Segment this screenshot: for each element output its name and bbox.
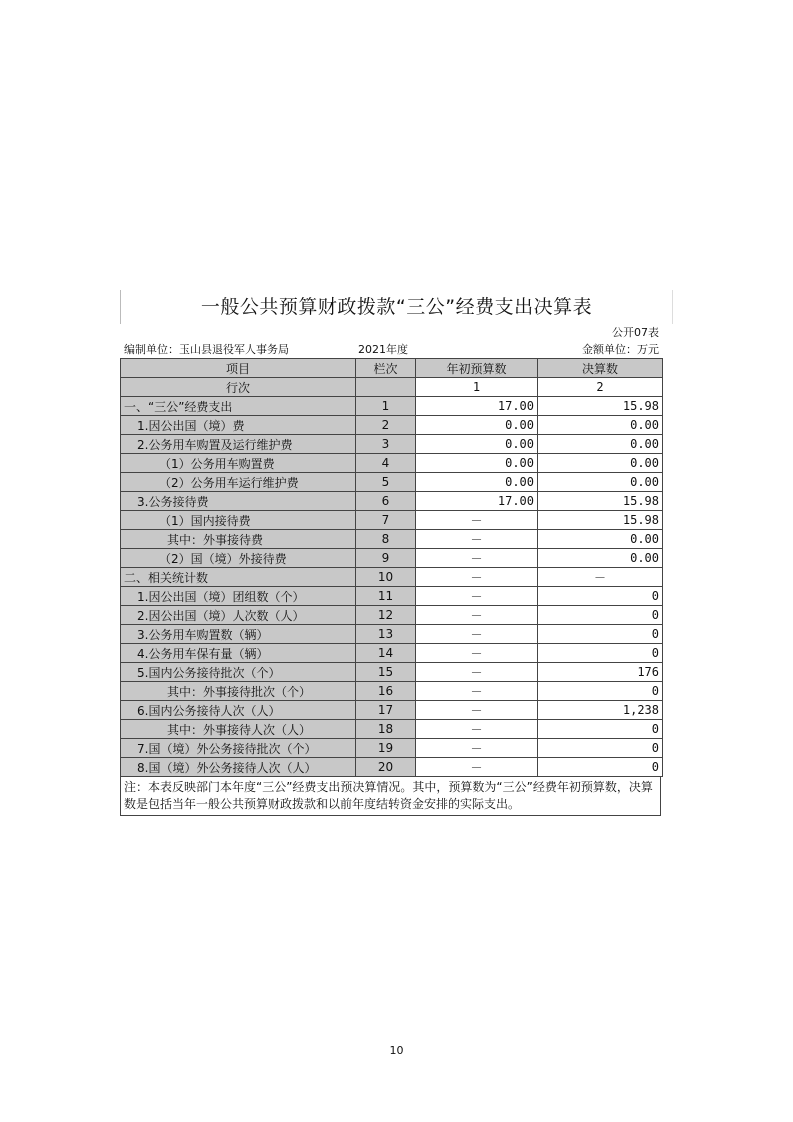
table-subheader-row	[121, 378, 663, 397]
row-label: 2.因公出国（境）人次数（人）	[121, 606, 356, 625]
row-final-value: 176	[538, 663, 663, 682]
table-row	[121, 511, 663, 530]
row-final-value: 15.98	[538, 492, 663, 511]
row-number: 11	[356, 587, 416, 606]
row-budget-value: －	[416, 625, 538, 644]
row-number: 13	[356, 625, 416, 644]
fiscal-year: 2021年度	[358, 343, 408, 356]
row-budget-value: －	[416, 568, 538, 587]
note-row	[121, 777, 661, 816]
table-row	[121, 739, 663, 758]
row-number: 6	[356, 492, 416, 511]
table-row	[121, 473, 663, 492]
row-budget-value: －	[416, 644, 538, 663]
row-label: （1）国内接待费	[121, 511, 356, 530]
row-budget-value: －	[416, 549, 538, 568]
table-header-row	[121, 359, 663, 378]
row-final-value: 0	[538, 644, 663, 663]
row-budget-value: 0.00	[416, 416, 538, 435]
row-label: 1.因公出国（境）费	[121, 416, 356, 435]
row-label: （2）公务用车运行维护费	[121, 473, 356, 492]
subheader-col-no	[356, 378, 416, 397]
row-label: （1）公务用车购置费	[121, 454, 356, 473]
row-final-value: 0	[538, 720, 663, 739]
row-final-value: 1,238	[538, 701, 663, 720]
table-row	[121, 435, 663, 454]
row-budget-value: －	[416, 663, 538, 682]
row-final-value: －	[538, 568, 663, 587]
row-label: 5.国内公务接待批次（个）	[121, 663, 356, 682]
row-budget-value: －	[416, 530, 538, 549]
row-number: 16	[356, 682, 416, 701]
row-budget-value: 17.00	[416, 397, 538, 416]
form-no-row	[120, 324, 673, 341]
row-final-value: 0	[538, 587, 663, 606]
row-budget-value: 17.00	[416, 492, 538, 511]
table-row	[121, 758, 663, 777]
row-final-value: 0	[538, 739, 663, 758]
row-label: 7.国（境）外公务接待批次（个）	[121, 739, 356, 758]
row-number: 1	[356, 397, 416, 416]
table-row	[121, 606, 663, 625]
row-final-value: 0.00	[538, 473, 663, 492]
header-col-no: 栏次	[356, 359, 416, 378]
table-row	[121, 682, 663, 701]
subheader-final: 2	[538, 378, 663, 397]
row-label: 3.公务用车购置数（辆）	[121, 625, 356, 644]
row-budget-value: 0.00	[416, 435, 538, 454]
row-final-value: 0.00	[538, 435, 663, 454]
row-number: 8	[356, 530, 416, 549]
row-number: 9	[356, 549, 416, 568]
table-row	[121, 644, 663, 663]
row-label: 其中：外事接待费	[121, 530, 356, 549]
page-number: 10	[389, 1044, 404, 1057]
row-number: 3	[356, 435, 416, 454]
row-number: 14	[356, 644, 416, 663]
table-row	[121, 701, 663, 720]
table-row	[121, 587, 663, 606]
amount-unit: 金额单位：万元	[582, 343, 659, 356]
row-budget-value: －	[416, 587, 538, 606]
table-row	[121, 568, 663, 587]
table-row	[121, 397, 663, 416]
row-label: 其中：外事接待批次（个）	[121, 682, 356, 701]
row-number: 2	[356, 416, 416, 435]
row-label: 一、“三公”经费支出	[121, 397, 356, 416]
form-number: 公开07表	[612, 326, 659, 339]
table-note: 注：本表反映部门本年度“三公”经费支出预决算情况。其中，预算数为“三公”经费年初预算数，决算数是包括当年一般公共预算财政拨款和以前年度结转资金安排的实际支出。	[121, 777, 661, 816]
row-label: 8.国（境）外公务接待人次（人）	[121, 758, 356, 777]
table-row	[121, 549, 663, 568]
row-final-value: 0	[538, 758, 663, 777]
row-budget-value: －	[416, 511, 538, 530]
table-row	[121, 625, 663, 644]
row-number: 12	[356, 606, 416, 625]
header-final: 决算数	[538, 359, 663, 378]
row-final-value: 0.00	[538, 530, 663, 549]
row-number: 4	[356, 454, 416, 473]
row-final-value: 15.98	[538, 397, 663, 416]
row-final-value: 0	[538, 606, 663, 625]
row-number: 18	[356, 720, 416, 739]
row-final-value: 0	[538, 625, 663, 644]
row-label: 3.公务接待费	[121, 492, 356, 511]
row-final-value: 0.00	[538, 416, 663, 435]
row-number: 17	[356, 701, 416, 720]
table-row	[121, 492, 663, 511]
row-budget-value: 0.00	[416, 454, 538, 473]
row-budget-value: －	[416, 720, 538, 739]
row-final-value: 0	[538, 682, 663, 701]
row-budget-value: －	[416, 701, 538, 720]
sheet-title: 一般公共预算财政拨款“三公”经费支出决算表	[120, 290, 673, 324]
row-label: 2.公务用车购置及运行维护费	[121, 435, 356, 454]
row-label: 1.因公出国（境）团组数（个）	[121, 587, 356, 606]
row-budget-value: －	[416, 606, 538, 625]
row-label: 二、相关统计数	[121, 568, 356, 587]
row-label: （2）国（境）外接待费	[121, 549, 356, 568]
row-budget-value: －	[416, 758, 538, 777]
subheader-item: 行次	[121, 378, 356, 397]
row-label: 4.公务用车保有量（辆）	[121, 644, 356, 663]
table-row	[121, 663, 663, 682]
table-row	[121, 530, 663, 549]
note-table	[120, 776, 661, 816]
organization-label: 编制单位：玉山县退役军人事务局	[124, 343, 289, 356]
subheader-budget: 1	[416, 378, 538, 397]
org-row	[120, 341, 673, 358]
row-number: 5	[356, 473, 416, 492]
budget-sheet	[120, 290, 673, 816]
header-budget: 年初预算数	[416, 359, 538, 378]
row-final-value: 15.98	[538, 511, 663, 530]
table-row	[121, 454, 663, 473]
row-budget-value: －	[416, 682, 538, 701]
row-number: 19	[356, 739, 416, 758]
table-row	[121, 720, 663, 739]
row-number: 7	[356, 511, 416, 530]
header-item: 项目	[121, 359, 356, 378]
expenditure-table	[120, 358, 663, 777]
row-budget-value: －	[416, 739, 538, 758]
table-row	[121, 416, 663, 435]
row-final-value: 0.00	[538, 454, 663, 473]
row-number: 10	[356, 568, 416, 587]
row-label: 其中：外事接待人次（人）	[121, 720, 356, 739]
row-budget-value: 0.00	[416, 473, 538, 492]
row-number: 20	[356, 758, 416, 777]
row-label: 6.国内公务接待人次（人）	[121, 701, 356, 720]
row-number: 15	[356, 663, 416, 682]
row-final-value: 0.00	[538, 549, 663, 568]
